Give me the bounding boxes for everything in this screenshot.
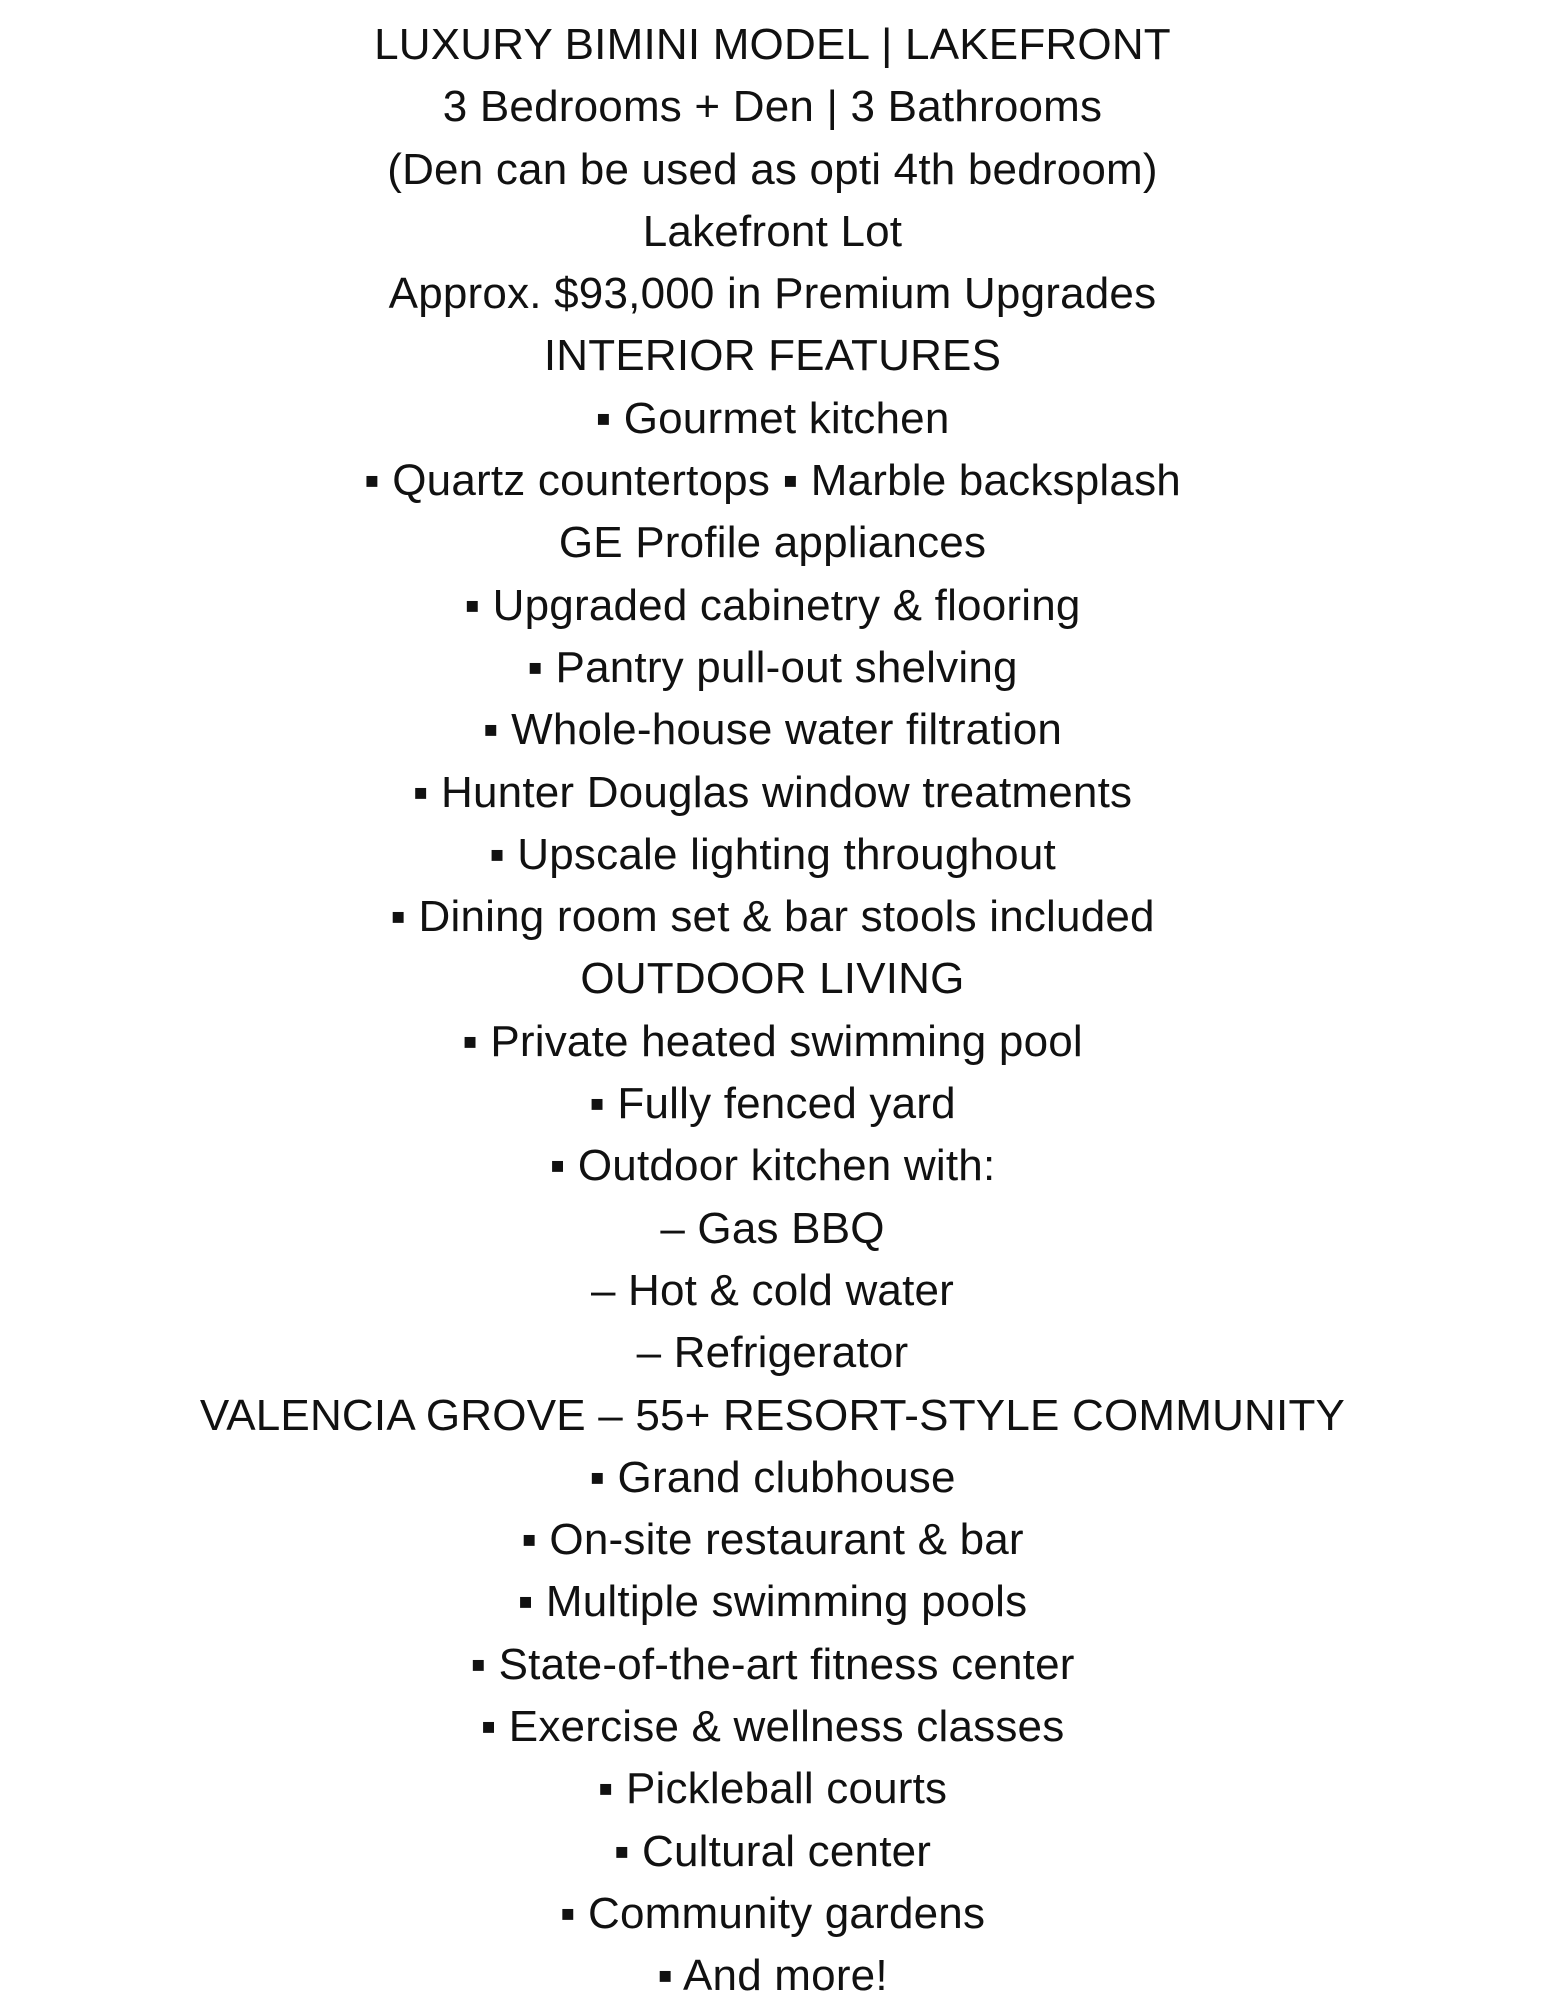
section-heading-community: VALENCIA GROVE – 55+ RESORT-STYLE COMMUNITY bbox=[199, 1390, 1346, 1440]
list-item: ▪ Grand clubhouse bbox=[589, 1452, 956, 1502]
section-heading-interior: INTERIOR FEATURES bbox=[543, 331, 1002, 381]
list-item: ▪ And more! bbox=[657, 1951, 888, 2001]
list-item: ▪ Private heated swimming pool bbox=[462, 1016, 1083, 1066]
list-item: ▪ Fully fenced yard bbox=[589, 1079, 956, 1129]
list-item: ▪ Gourmet kitchen bbox=[595, 393, 950, 443]
listing-text bbox=[0, 14, 1545, 2008]
list-item: ▪ Upgraded cabinetry & flooring bbox=[464, 580, 1081, 630]
list-item: ▪ On-site restaurant & bar bbox=[521, 1515, 1024, 1565]
list-item: ▪ Multiple swimming pools bbox=[517, 1577, 1028, 1627]
list-item: ▪ Community gardens bbox=[559, 1888, 986, 1938]
heading-model: LUXURY BIMINI MODEL | LAKEFRONT bbox=[374, 20, 1171, 69]
list-item: GE Profile appliances bbox=[558, 518, 987, 568]
line-bedrooms-bathrooms: 3 Bedrooms + Den | 3 Bathrooms bbox=[442, 82, 1103, 132]
section-heading-outdoor: OUTDOOR LIVING bbox=[580, 954, 965, 1004]
line-den-note: (Den can be used as opti 4th bedroom) bbox=[387, 144, 1158, 194]
sub-list-item: – Hot & cold water bbox=[590, 1265, 955, 1315]
list-item: ▪ Whole-house water filtration bbox=[482, 705, 1063, 755]
list-item: ▪ Pickleball courts bbox=[597, 1764, 948, 1814]
list-item: ▪ Pantry pull-out shelving bbox=[527, 642, 1018, 692]
list-item: ▪ Cultural center bbox=[613, 1826, 932, 1876]
list-item: ▪ Dining room set & bar stools included bbox=[390, 892, 1155, 942]
list-item: ▪ State-of-the-art fitness center bbox=[470, 1639, 1075, 1689]
sub-list-item: – Gas BBQ bbox=[660, 1203, 885, 1253]
list-item: ▪ Upscale lighting throughout bbox=[489, 829, 1056, 879]
list-item: ▪ Outdoor kitchen with: bbox=[549, 1141, 996, 1191]
list-item: ▪ Exercise & wellness classes bbox=[480, 1702, 1065, 1752]
line-upgrades: Approx. $93,000 in Premium Upgrades bbox=[388, 269, 1157, 319]
sub-list-item: – Refrigerator bbox=[636, 1328, 909, 1378]
list-item: ▪ Hunter Douglas window treatments bbox=[412, 767, 1133, 817]
list-item: ▪ Quartz countertops ▪ Marble backsplash bbox=[364, 456, 1181, 506]
line-lot: Lakefront Lot bbox=[642, 206, 903, 256]
